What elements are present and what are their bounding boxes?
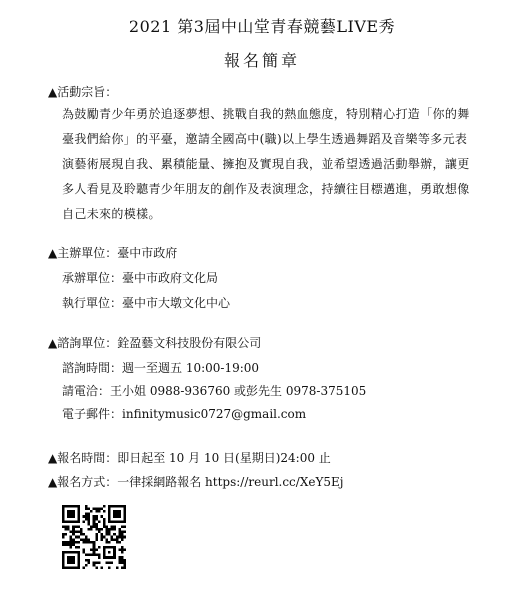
qr-code-icon [62,505,126,569]
co-organizer-unit: 承辦單位：臺中市政府文化局 [62,271,219,285]
contact-phone: 請電洽：王小姐 0988-936760 或彭先生 0978-375105 [62,384,367,398]
document-subtitle: 報名簡章 [223,51,300,70]
purpose-line: 多人看見及聆聽青少年朋友的創作及表演理念，持續往目標邁進，勇敢想像 [62,182,470,196]
executing-unit: 執行單位：臺中市大墩文化中心 [62,296,231,310]
consulting-hours: 諮詢時間：週一至週五 10:00-19:00 [62,361,260,375]
host-unit: ▲主辦單位：臺中市政府 [48,246,178,260]
purpose-heading: ▲活動宗旨： [48,85,118,99]
registration-period: ▲報名時間：即日起至 10 月 10 日(星期日)24:00 止 [48,451,331,465]
consulting-unit: ▲諮詢單位：銓盈藝文科技股份有限公司 [48,336,262,350]
registration-method: ▲報名方式：一律採網路報名 https://reurl.cc/XeY5Ej [48,475,344,489]
document-title: 2021 第3屆中山堂青春競藝LIVE秀 [128,17,396,36]
purpose-line: 臺我們給你」的平臺，邀請全國高中(職)以上學生透過舞蹈及音樂等多元表 [62,132,468,146]
purpose-line: 自己未來的模樣。 [62,207,161,221]
contact-email: 電子郵件：infinitymusic0727@gmail.com [62,407,307,421]
purpose-line: 演藝術展現自我、累積能量、擁抱及實現自我，並希望透過活動舉辦，讓更 [62,157,470,171]
purpose-line: 為鼓勵青少年勇於追逐夢想、挑戰自我的熱血態度，特別精心打造「你的舞 [62,107,470,121]
